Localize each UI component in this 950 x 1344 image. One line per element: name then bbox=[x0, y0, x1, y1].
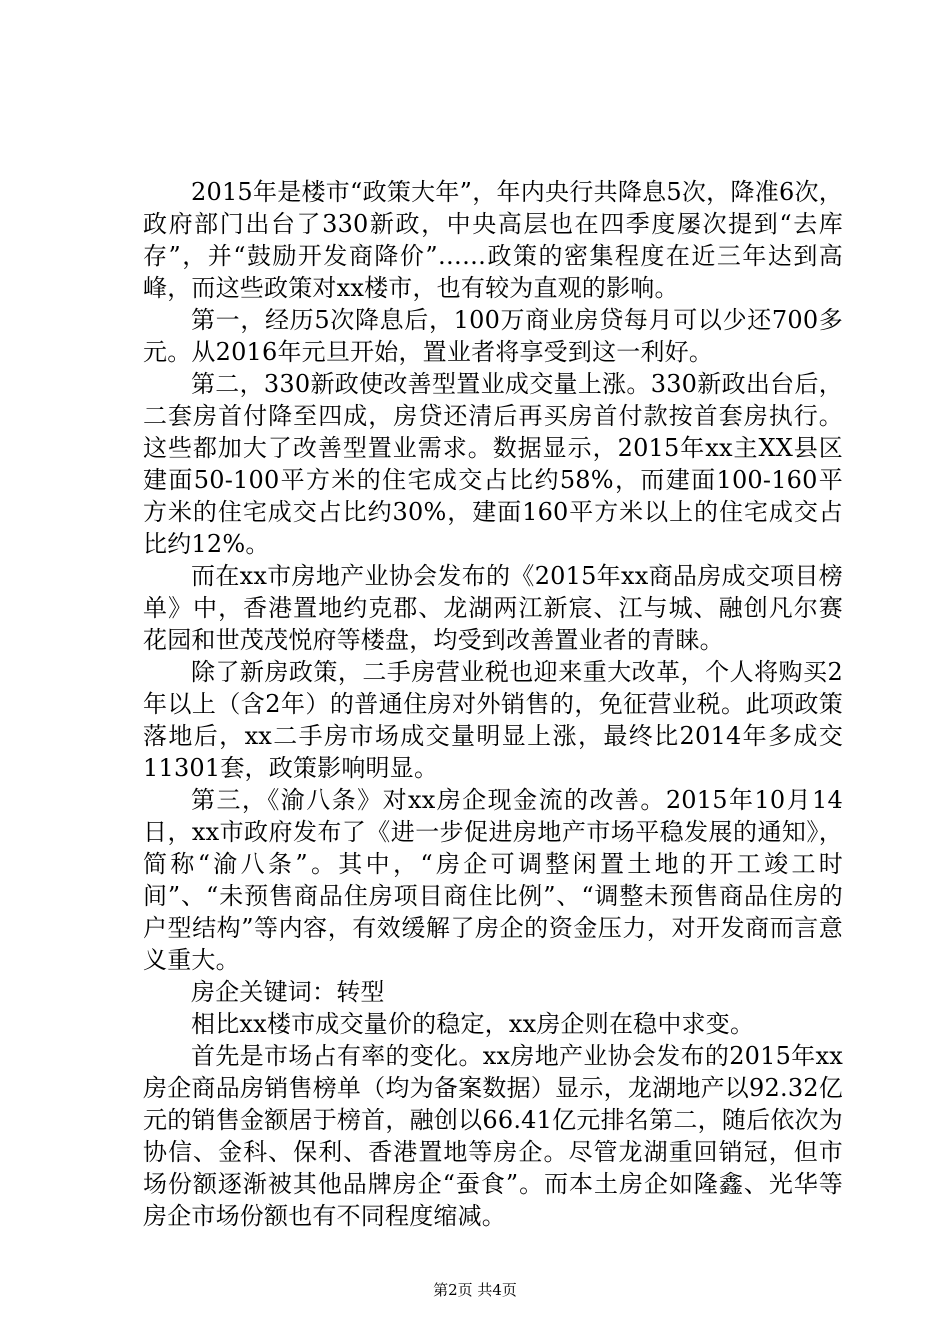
paragraph-point-one: 第一，经历5次降息后，100万商业房贷每月可以少还700多元。从2016年元旦开始，置业者将享受到这一利好。 bbox=[143, 306, 843, 366]
paragraph-point-two: 第二，330新政使改善型置业成交量上涨。330新政出台后，二套房首付降至四成，房贷还清后再买房首付款按首套房执行。这些都加大了改善型置业需求。数据显示，2015年xx主XX县区建面50-100平方米的住宅成交占比约58%，而建面100-160平方米的住宅成交占比约30%，建面160平方米以上的住宅成交占比约12%。 bbox=[143, 370, 843, 558]
paragraph-point-three: 第三，《渝八条》对xx房企现金流的改善。2015年10月14日，xx市政府发布了《进一步促进房地产市场平稳发展的通知》，简称“渝八条”。其中，“房企可调整闲置土地的开工竣工时间”、“未预售商品住房项目商住比例”、“调整未预售商品住房的户型结构”等内容，有效缓解了房企的资金压力，对开发商而言意义重大。 bbox=[143, 786, 843, 974]
paragraph-project-ranking: 而在xx市房地产业协会发布的《2015年xx商品房成交项目榜单》中，香港置地约克郡、龙湖两江新宸、江与城、融创凡尔赛花园和世茂茂悦府等楼盘，均受到改善置业者的青睐。 bbox=[143, 562, 843, 654]
paragraph-developer-change: 相比xx楼市成交量价的稳定，xx房企则在稳中求变。 bbox=[191, 1010, 755, 1038]
page-number: 第2页 共4页 bbox=[433, 1281, 517, 1299]
document-body bbox=[143, 176, 843, 1232]
section-heading-keyword: 房企关键词：转型 bbox=[191, 978, 385, 1006]
paragraph-second-hand-housing: 除了新房政策，二手房营业税也迎来重大改革，个人将购买2年以上（含2年）的普通住房对外销售的，免征营业税。此项政策落地后，xx二手房市场成交量明显上涨，最终比2014年多成交11301套，政策影响明显。 bbox=[143, 658, 843, 782]
paragraph-policy-year: 2015年是楼市“政策大年”，年内央行共降息5次，降准6次，政府部门出台了330新政，中央高层也在四季度屡次提到“去库存”，并“鼓励开发商降价”……政策的密集程度在近三年达到高峰，而这些政策对xx楼市，也有较为直观的影响。 bbox=[143, 178, 843, 302]
paragraph-market-share: 首先是市场占有率的变化。xx房地产业协会发布的2015年xx房企商品房销售榜单（均为备案数据）显示，龙湖地产以92.32亿元的销售金额居于榜首，融创以66.41亿元排名第二，随后依次为协信、金科、保利、香港置地等房企。尽管龙湖重回销冠，但市场份额逐渐被其他品牌房企“蚕食”。而本土房企如隆鑫、光华等房企市场份额也有不同程度缩减。 bbox=[143, 1042, 843, 1230]
